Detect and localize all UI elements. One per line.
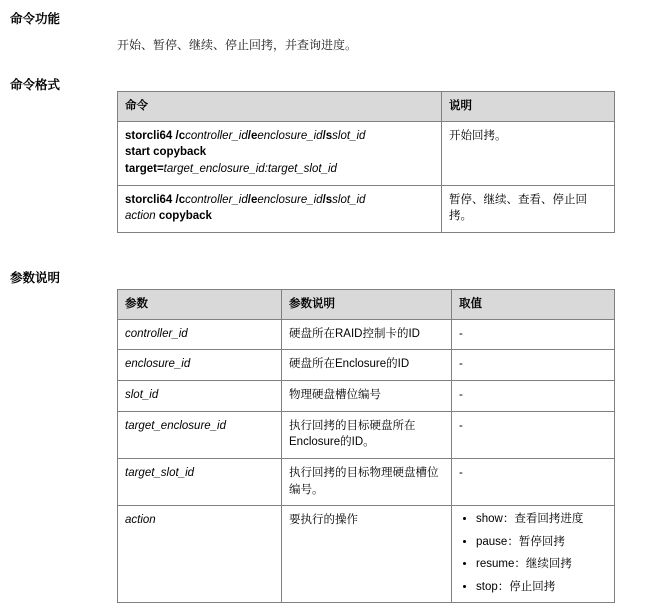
command-token-s-flag: /s: [322, 193, 333, 206]
table-row: [118, 381, 615, 412]
command-format-table: [117, 91, 615, 233]
description-cell: 开始回拷。: [442, 121, 615, 185]
parameter-value-cell: -: [452, 319, 615, 350]
function-description-text: 开始、暂停、继续、停止回拷，并查询进度。: [117, 38, 358, 52]
table-row: [118, 350, 615, 381]
column-header-parameter-description: 参数说明: [282, 290, 452, 320]
parameter-name-cell: controller_id: [118, 319, 282, 350]
table-row: [118, 411, 615, 458]
list-item: • resume：继续回拷: [476, 557, 607, 573]
parameter-name-cell: target_enclosure_id: [118, 411, 282, 458]
command-token-enclosure-id: enclosure_id: [257, 193, 323, 206]
parameter-description-cell: 硬盘所在Enclosure的ID: [282, 350, 452, 381]
parameter-value-cell: -: [452, 381, 615, 412]
command-token-start-copyback: start copyback: [125, 146, 207, 159]
section-heading-params: 参数说明: [10, 271, 61, 285]
parameter-name-cell: target_slot_id: [118, 459, 282, 506]
command-token-binary: storcli64: [125, 129, 173, 142]
table-row: [118, 459, 615, 506]
command-cell: [118, 121, 442, 185]
table-header-row: [118, 290, 615, 320]
parameter-description-cell: 要执行的操作: [282, 506, 452, 603]
parameter-name-cell: enclosure_id: [118, 350, 282, 381]
list-item: • pause：暂停回拷: [476, 535, 607, 551]
command-token-c-flag: /c: [175, 129, 186, 142]
parameter-description-cell: 执行回拷的目标物理硬盘槽位编号。: [282, 459, 452, 506]
table-header-row: [118, 92, 615, 122]
parameter-value-cell: -: [452, 350, 615, 381]
command-token-copyback: copyback: [158, 210, 212, 223]
action-value-list: [459, 512, 607, 595]
command-format-table-wrapper: [117, 91, 614, 233]
command-token-e-flag: /e: [247, 193, 258, 206]
description-cell: 暂停、继续、查看、停止回拷。: [442, 185, 615, 232]
section-heading-format: 命令格式: [10, 78, 61, 92]
command-token-e-flag: /e: [247, 129, 258, 142]
command-token-controller-id: controller_id: [185, 129, 248, 142]
column-header-command: 命令: [118, 92, 442, 122]
section-heading-function: 命令功能: [10, 12, 61, 26]
list-item: • stop：停止回拷: [476, 580, 607, 596]
column-header-description: 说明: [442, 92, 615, 122]
command-token-s-flag: /s: [322, 129, 333, 142]
command-token-enclosure-id: enclosure_id: [257, 129, 323, 142]
parameter-table: [117, 289, 615, 603]
parameter-value-cell: -: [452, 459, 615, 506]
table-row: [118, 319, 615, 350]
command-token-action: action: [125, 210, 156, 223]
command-token-target-key: target=: [125, 163, 164, 176]
parameter-value-cell: [452, 506, 615, 603]
column-header-value: 取值: [452, 290, 615, 320]
table-row: [118, 121, 615, 185]
command-cell: [118, 185, 442, 232]
table-row: [118, 506, 615, 603]
table-row: [118, 185, 615, 232]
column-header-parameter: 参数: [118, 290, 282, 320]
command-token-binary: storcli64: [125, 193, 173, 206]
parameter-value-cell: -: [452, 411, 615, 458]
command-token-slot-id: slot_id: [332, 193, 366, 206]
parameter-description-cell: 硬盘所在RAID控制卡的ID: [282, 319, 452, 350]
parameter-name-cell: slot_id: [118, 381, 282, 412]
list-item: • show：查看回拷进度: [476, 512, 607, 528]
command-token-c-flag: /c: [175, 193, 186, 206]
parameter-description-cell: 物理硬盘槽位编号: [282, 381, 452, 412]
command-token-controller-id: controller_id: [185, 193, 248, 206]
parameter-description-cell: 执行回拷的目标硬盘所在Enclosure的ID。: [282, 411, 452, 458]
parameter-table-wrapper: [117, 289, 614, 603]
parameter-name-cell: action: [118, 506, 282, 603]
command-token-target-value: target_enclosure_id:target_slot_id: [163, 163, 337, 176]
command-token-slot-id: slot_id: [332, 129, 366, 142]
